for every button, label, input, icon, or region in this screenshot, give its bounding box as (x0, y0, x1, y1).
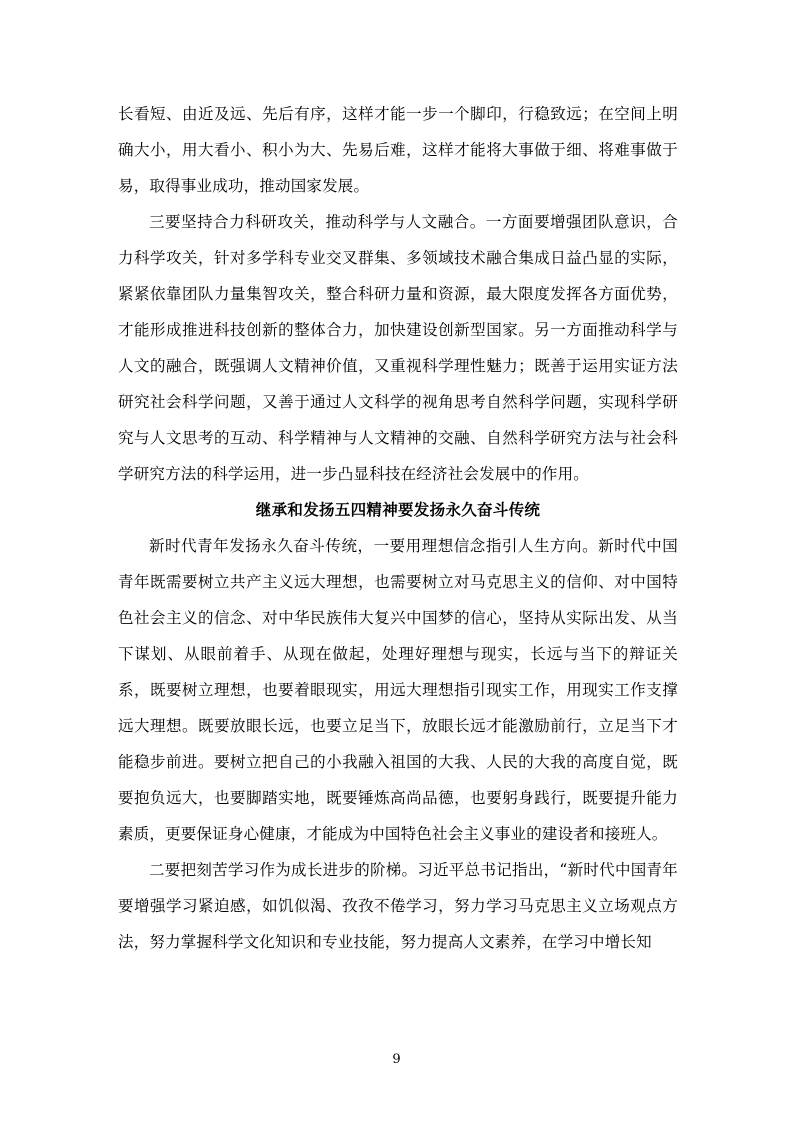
body-paragraph: 新时代青年发扬永久奋斗传统，一要用理想信念指引人生方向。新时代中国青年既需要树立共产主义远大理想，也需要树立对马克思主义的信仰、对中国特色社会主义的信念、对中华民族伟大复兴中国梦的信心，坚持从实际出发、从当下谋划、从眼前着手、从现在做起，处理好理想与现实，长远与当下的辩证关系，既要树立理想，也要着眼现实，用远大理想指引现实工作，用现实工作支撑远大理想。既要放眼长远，也要立足当下，放眼长远才能激励前行，立足当下才能稳步前进。要树立把自己的小我融入祖国的大我、人民的大我的高度自觉，既要抱负远大，也要脚踏实地，既要锤炼高尚品德，也要躬身践行，既要提升能力素质，更要保证身心健康，才能成为中国特色社会主义事业的建设者和接班人。 (118, 537, 678, 843)
page-number: 9 (392, 1052, 401, 1067)
page-content (118, 96, 678, 960)
body-paragraph: 长看短、由近及远、先后有序，这样才能一步一个脚印，行稳致远；在空间上明确大小，用大看小、积小为大、先易后难，这样才能将大事做于细、将难事做于易，取得事业成功，推动国家发展。 (118, 105, 678, 195)
body-paragraph: 二要把刻苦学习作为成长进步的阶梯。习近平总书记指出，“新时代中国青年要增强学习紧迫感，如饥似渴、孜孜不倦学习，努力学习马克思主义立场观点方法，努力掌握科学文化知识和专业技能，努力提高人文素养，在学习中增长知 (118, 861, 678, 951)
section-heading: 继承和发扬五四精神要发扬永久奋斗传统 (255, 500, 541, 519)
body-paragraph: 三要坚持合力科研攻关，推动科学与人文融合。一方面要增强团队意识，合力科学攻关，针对多学科专业交叉群集、多领域技术融合集成日益凸显的实际，紧紧依靠团队力量集智攻关，整合科研力量和资源，最大限度发挥各方面优势，才能形成推进科技创新的整体合力，加快建设创新型国家。另一方面推动科学与人文的融合，既强调人文精神价值，又重视科学理性魅力；既善于运用实证方法研究社会科学问题，又善于通过人文科学的视角思考自然科学问题，实现科学研究与人文思考的互动、科学精神与人文精神的交融、自然科学研究方法与社会科学研究方法的科学运用，进一步凸显科技在经济社会发展中的作用。 (118, 213, 678, 483)
